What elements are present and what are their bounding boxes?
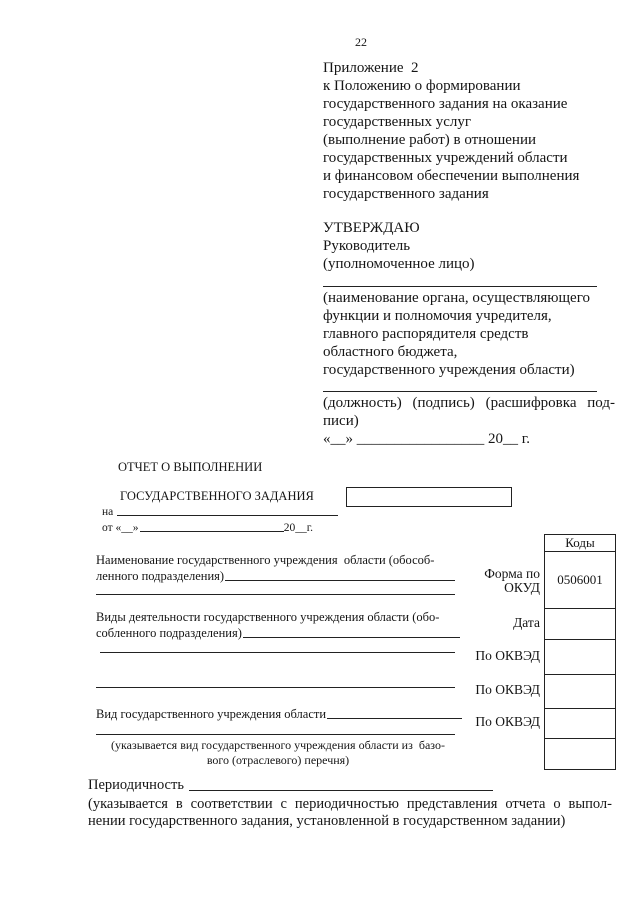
institution-name-row — [96, 568, 455, 584]
institution-name-label-cont: ленного подразделения) — [96, 569, 225, 583]
signature-block — [323, 394, 615, 448]
appendix-line: к Положению о формировании — [323, 78, 521, 94]
periodicity-row — [88, 776, 493, 794]
report-title-line2: ГОСУДАРСТВЕННОГО ЗАДАНИЯ — [120, 489, 314, 503]
org-name-line — [323, 286, 597, 287]
code-cell-okved — [545, 708, 615, 738]
code-value: 0506001 — [557, 572, 603, 587]
code-label-line: Дата — [513, 614, 540, 630]
institution-type-blank-2 — [96, 734, 455, 735]
org-caption-line: главного распорядителя средств — [323, 326, 529, 342]
code-cell-date — [545, 608, 615, 639]
codes-header-label: Коды — [565, 535, 595, 550]
appendix-block — [323, 59, 579, 203]
signature-caption: (должность) (подпись) (расшифровка под- — [323, 395, 615, 411]
signature-line — [323, 391, 597, 392]
periodicity-label: Периодичность — [88, 777, 188, 793]
org-caption — [323, 289, 590, 379]
report-on-date-row — [102, 505, 338, 519]
activity-types-label: Виды деятельности государственного учреждения области (обо- — [96, 610, 440, 624]
institution-name-blank-2 — [96, 594, 455, 595]
activity-types-blank — [243, 637, 460, 638]
activity-types-row — [96, 625, 460, 641]
institution-type-note-line: (указывается вид государственного учреждения области из базо- — [111, 738, 445, 752]
appendix-line: (выполнение работ) в отношении — [323, 132, 537, 148]
approval-block — [323, 219, 475, 273]
on-date-blank — [117, 515, 338, 516]
appendix-line: государственного задания — [323, 186, 489, 202]
periodicity-note — [88, 796, 612, 830]
periodicity-note-line: (указывается в соответствии с периодичностью представления отчета о выпол- — [88, 796, 612, 812]
appendix-line: государственных учреждений области — [323, 150, 568, 166]
code-label-okved — [430, 673, 540, 707]
code-cell-okud — [545, 551, 615, 608]
periodicity-note-line: нении государственного задания, установленной в государственном задании) — [88, 813, 566, 829]
institution-type-row — [96, 706, 462, 722]
org-caption-line: государственного учреждения области) — [323, 362, 575, 378]
code-label-line: По ОКВЭД — [475, 682, 540, 697]
institution-name-blank — [225, 580, 455, 581]
code-label-line: По ОКВЭД — [475, 647, 540, 663]
report-title-line1: ОТЧЕТ О ВЫПОЛНЕНИИ — [118, 460, 263, 474]
activity-types-blank-2 — [100, 652, 455, 653]
code-cell-okved — [545, 674, 615, 708]
appendix-line: государственных услуг — [323, 114, 472, 130]
from-prefix: от «__» — [102, 522, 139, 534]
activity-types-blank-3 — [96, 687, 455, 688]
institution-type-note — [96, 738, 460, 768]
code-label-line: Форма по — [484, 565, 540, 581]
signature-caption-end: писи) — [323, 413, 359, 429]
from-suffix: 20__г. — [283, 522, 313, 534]
approval-role: Руководитель — [323, 238, 411, 254]
approval-heading: УТВЕРЖДАЮ — [323, 220, 420, 236]
codes-table — [544, 534, 616, 770]
org-caption-line: функции и полномочия учредителя, — [323, 308, 552, 324]
code-label-line: ОКУД — [504, 579, 540, 595]
code-label-okved — [430, 638, 540, 673]
report-from-date-row — [102, 521, 313, 535]
org-caption-line: областного бюджета, — [323, 344, 458, 360]
institution-type-note-line: вого (отраслевого) перечня) — [206, 753, 350, 767]
institution-type-blank — [327, 718, 462, 719]
appendix-line: государственного задания на оказание — [323, 96, 568, 112]
code-cell-okved — [545, 639, 615, 674]
code-label-line: По ОКВЭД — [475, 714, 540, 729]
on-label: на — [102, 506, 117, 518]
code-cell-blank — [545, 738, 615, 769]
approval-date: «__» _________________ 20__ г. — [323, 431, 530, 447]
appendix-line: и финансовом обеспечении выполнения — [323, 168, 580, 184]
report-number-box — [346, 487, 512, 507]
appendix-title: Приложение 2 — [323, 60, 419, 76]
from-date-blank — [140, 531, 284, 532]
institution-name-label: Наименование государственного учреждения области (обособ- — [96, 553, 435, 567]
codes-header — [545, 535, 615, 551]
page-number: 22 — [355, 35, 367, 49]
org-caption-line: (наименование органа, осуществляющего — [323, 290, 590, 306]
periodicity-blank — [189, 790, 493, 791]
institution-type-label: Вид государственного учреждения области — [96, 707, 327, 721]
activity-types-label-cont: собленного подразделения) — [96, 626, 242, 640]
approval-role-note: (уполномоченное лицо) — [323, 256, 475, 272]
